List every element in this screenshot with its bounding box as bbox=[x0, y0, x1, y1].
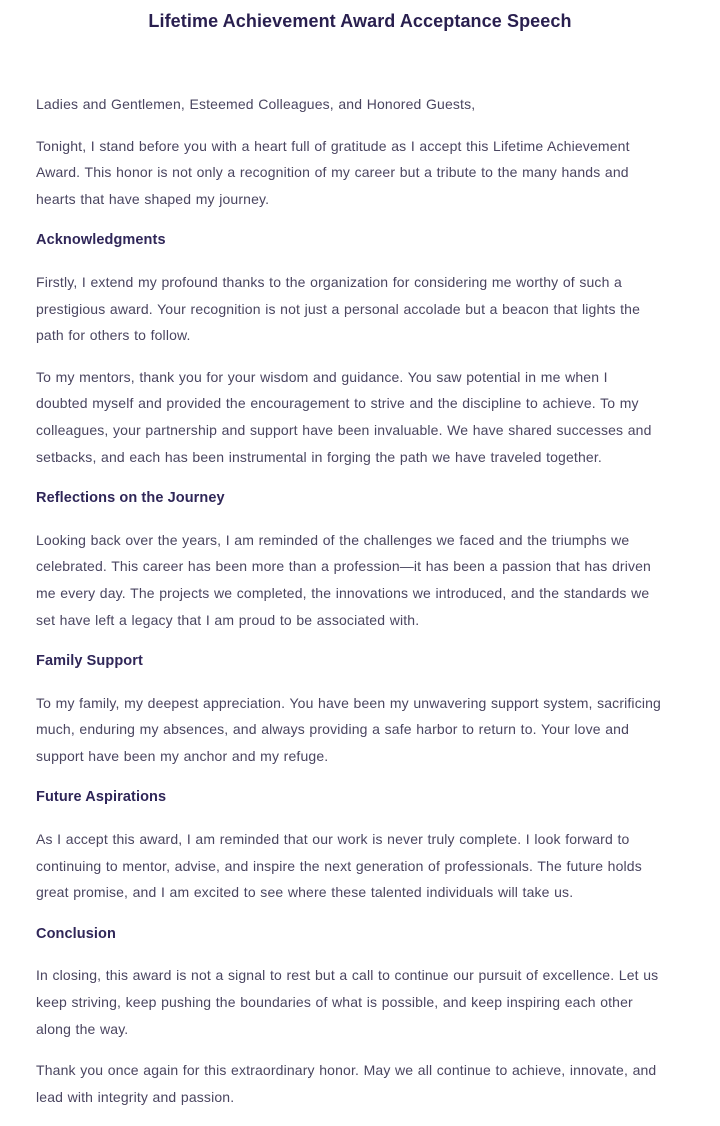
section-heading-acknowledgments: Acknowledgments bbox=[36, 232, 166, 249]
family-support-paragraph: To my family, my deepest appreciation. You have been my unwavering support system, sacrificing much, enduring my absences, and always providing a safe harbor to return to. Your love and support have been my anchor and my refuge. bbox=[36, 694, 661, 764]
section-heading-family-support: Family Support bbox=[36, 653, 143, 670]
section-heading-conclusion: Conclusion bbox=[36, 925, 116, 942]
intro-paragraph: Tonight, I stand before you with a heart full of gratitude as I accept this Lifetime Achievement Award. This honor is not only a recognition of my career but a tribute to the many hands and hearts that have shaped my journey. bbox=[36, 137, 630, 207]
document-body bbox=[36, 91, 662, 1110]
salutation-paragraph: Ladies and Gentlemen, Esteemed Colleagues, and Honored Guests, bbox=[36, 96, 476, 112]
future-aspirations-paragraph: As I accept this award, I am reminded that our work is never truly complete. I look forward to continuing to mentor, advise, and inspire the next generation of professionals. The future holds great promise, and I am excited to see where these talented individuals will take us. bbox=[36, 831, 642, 901]
conclusion-paragraph-1: In closing, this award is not a signal to rest but a call to continue our pursuit of excellence. Let us keep striving, keep pushing the boundaries of what is possible, and keep inspiring each other along the way. bbox=[36, 967, 659, 1037]
reflections-paragraph: Looking back over the years, I am reminded of the challenges we faced and the triumphs we celebrated. This career has been more than a profession—it has been a passion that has driven me every day. The projects we completed, the innovations we introduced, and the standards we set have left a legacy that I am proud to be associated with. bbox=[36, 531, 651, 628]
acknowledgments-paragraph-2: To my mentors, thank you for your wisdom and guidance. You saw potential in me when I doubted myself and provided the encouragement to strive and the discipline to achieve. To my colleagues, your partnership and support have been invaluable. We have shared successes and setbacks, and each has been instrumental in forging the path we have traveled together. bbox=[36, 368, 652, 465]
document-title: Lifetime Achievement Award Acceptance Speech bbox=[148, 11, 572, 31]
section-heading-reflections: Reflections on the Journey bbox=[36, 490, 225, 507]
acknowledgments-paragraph-1: Firstly, I extend my profound thanks to the organization for considering me worthy of such a prestigious award. Your recognition is not just a personal accolade but a beacon that lights the path for others to follow. bbox=[36, 273, 641, 344]
section-heading-future-aspirations: Future Aspirations bbox=[36, 789, 167, 806]
conclusion-paragraph-2: Thank you once again for this extraordinary honor. May we all continue to achieve, innovate, and lead with integrity and passion. bbox=[36, 1062, 657, 1105]
